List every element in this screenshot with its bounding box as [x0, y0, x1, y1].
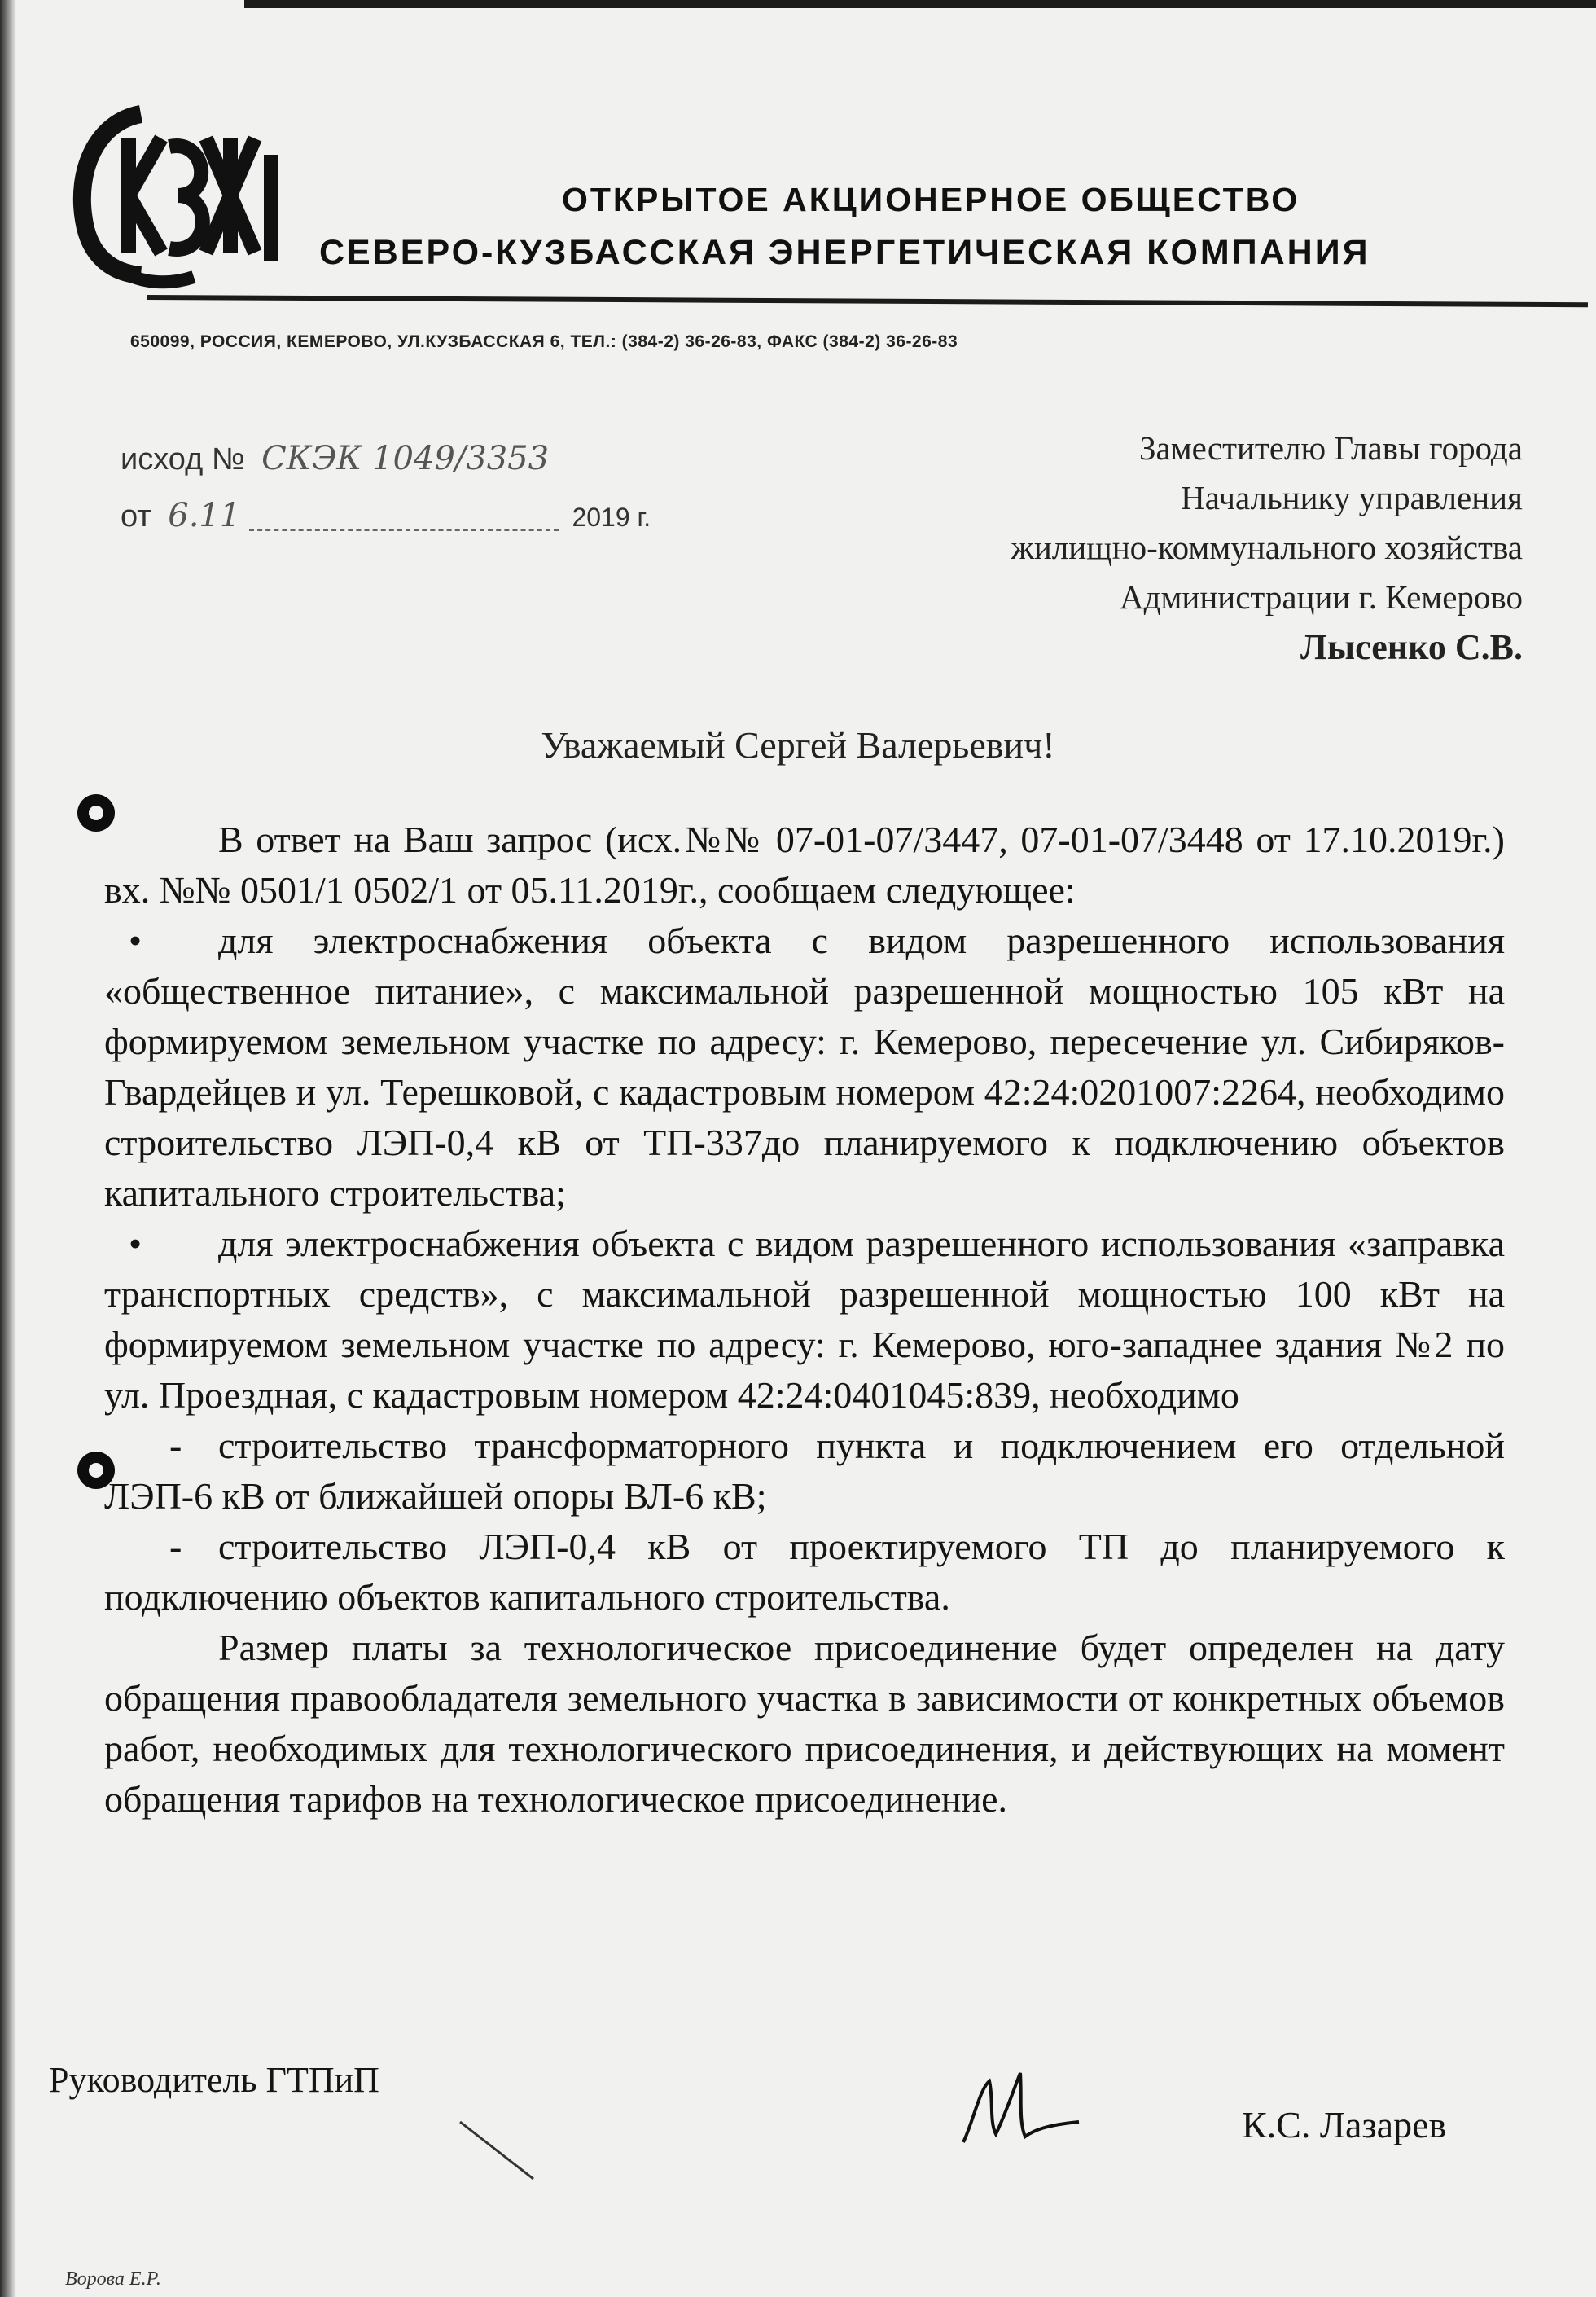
dash-text-1: строительство трансформаторного пункта и подключением его отдельной ЛЭП-6 кВ от ближайшей опоры ВЛ-6 кВ; [104, 1425, 1505, 1517]
addressee-line1: Заместителю Главы города [1138, 429, 1523, 467]
body-intro: В ответ на Ваш запрос (исх.№№ 07-01-07/3447, 07-01-07/3448 от 17.10.2019г.) вх. №№ 0501/1 0502/1 от 05.11.2019г., сообщаем следующее: [104, 819, 1505, 911]
org-name-line2: СЕВЕРО-КУЗБАССКАЯ ЭНЕРГЕТИЧЕСКАЯ КОМПАНИЯ [319, 233, 1370, 272]
bullet-item-2 [104, 1219, 1505, 1421]
outgoing-number-label: исход № [121, 442, 245, 477]
addressee-line4: Администрации г. Кемерово [1119, 578, 1523, 616]
bullet-marker: • [129, 920, 142, 961]
signatory-title: Руководитель ГТПиП [49, 2060, 379, 2100]
addressee-line3: жилищно-коммунального хозяйства [1011, 529, 1523, 566]
header-rule [147, 295, 1588, 307]
pen-stroke-mark [456, 2118, 546, 2183]
date-underline [249, 505, 559, 531]
outgoing-year: 2019 г. [572, 503, 651, 532]
org-name-line1: ОТКРЫТОЕ АКЦИОНЕРНОЕ ОБЩЕСТВО [562, 181, 1300, 218]
bullet-marker: • [129, 1223, 142, 1264]
org-contacts: 650099, РОССИЯ, КЕМЕРОВО, УЛ.КУЗБАССКАЯ 6, ТЕЛ.: (384-2) 36-26-83, ФАКС (384-2) 36-26-83 [130, 332, 958, 351]
letter-body [104, 815, 1505, 1825]
dash-marker: - [169, 1425, 182, 1466]
bullet-item-1 [104, 916, 1505, 1219]
executor-name: Ворова Е.Р. [65, 2268, 161, 2290]
dash-marker: - [169, 1526, 182, 1567]
company-logo [64, 90, 308, 293]
salutation: Уважаемый Сергей Валерьевич! [541, 724, 1055, 766]
outgoing-number-value: СКЭК 1049/3353 [261, 440, 550, 477]
outgoing-date-value: 6.11 [168, 497, 241, 534]
addressee-name: Лысенко С.В. [1300, 627, 1523, 667]
handwritten-signature [957, 2065, 1087, 2154]
outgoing-number-block [121, 440, 651, 554]
body-closing: Размер платы за технологическое присоединение будет определен на дату обращения правообладателя земельного участка в зависимости от конкретных объемов работ, необходимых для технологического присоединения, и действующих на момент обращения тарифов на технологическое присоединение. [104, 1627, 1505, 1820]
addressee-line2: Начальнику управления [1181, 479, 1523, 516]
dash-item-1 [104, 1421, 1505, 1522]
addressee-block [1011, 424, 1524, 672]
bullet-text-2: для электроснабжения объекта с видом разрешенного использования «заправка транспортных средств», с максимальной разрешенной мощностью 100 кВт на формируемом земельном участке по адресу: г. Кемерово, юго-западнее здания №2 по ул. Проездная, с кадастровым номером 42:24:0401045:839, необходимо [104, 1223, 1505, 1416]
top-edge-line [244, 0, 1596, 8]
scan-left-edge [0, 0, 16, 2297]
dash-text-2: строительство ЛЭП-0,4 кВ от проектируемого ТП до планируемого к подключению объектов капитального строительства. [104, 1526, 1505, 1618]
dash-item-2 [104, 1522, 1505, 1623]
bullet-text-1: для электроснабжения объекта с видом разрешенного использования «общественное питание», с максимальной разрешенной мощностью 105 кВт на формируемом земельном участке по адресу: г. Кемерово, пересечение ул. Сибиряков-Гвардейцев и ул. Терешковой, с кадастровым номером 42:24:0201007:2264, необходимо строительство ЛЭП-0,4 кВ от ТП-337до планируемого к подключению объектов капитального строительства; [104, 920, 1505, 1214]
signatory-name: К.С. Лазарев [1242, 2104, 1447, 2145]
outgoing-date-label: от [121, 499, 151, 534]
